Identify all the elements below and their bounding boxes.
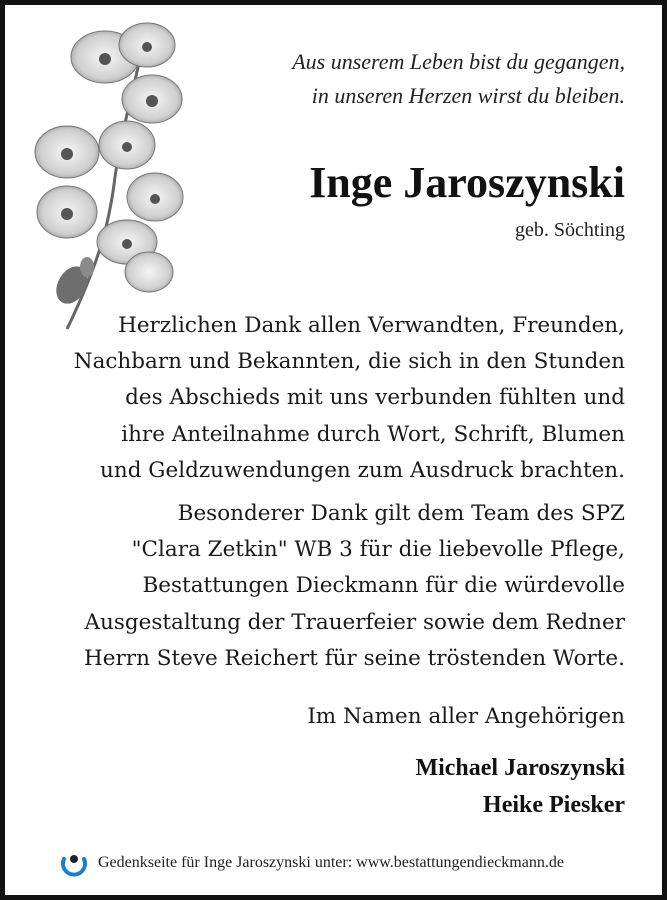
- motto-line: Aus unserem Leben bist du gegangen,: [292, 49, 625, 74]
- paragraph-line: Besonderer Dank gilt dem Team des SPZ: [177, 501, 625, 526]
- memorial-page-footer: [59, 848, 649, 878]
- paragraph-line: Herrn Steve Reichert für seine tröstenden Worte.: [84, 645, 625, 671]
- paragraph-line: "Clara Zetkin" WB 3 für die liebevolle Pflege,: [131, 537, 625, 563]
- funeral-home-logo-icon: [59, 848, 89, 878]
- motto-line: in unseren Herzen wirst du bleiben.: [311, 83, 625, 108]
- signer-name: Heike Piesker: [483, 792, 625, 818]
- paragraph-line: des Abschieds mit uns verbunden fühlten und: [125, 385, 625, 411]
- paragraph-line: Nachbarn und Bekannten, die sich in den Stunden: [73, 349, 625, 375]
- paragraph-line: und Geldzuwendungen zum Ausdruck brachten.: [100, 457, 625, 483]
- special-thanks-paragraph: [5, 496, 625, 677]
- thanks-paragraph: [5, 308, 625, 489]
- deceased-name: Inge Jaroszynski: [309, 158, 625, 207]
- paragraph-line: Bestattungen Dieckmann für die würdevolle: [142, 573, 625, 599]
- orchid-flower-icon: [27, 17, 187, 337]
- signers: [415, 750, 625, 824]
- paragraph-line: Ausgestaltung der Trauerfeier sowie dem Redner: [84, 609, 625, 635]
- signer-name: Michael Jaroszynski: [415, 755, 625, 781]
- deceased-birth-name: geb. Söchting: [515, 219, 625, 241]
- memorial-page-link[interactable]: Gedenkseite für Inge Jaroszynski unter: www.bestattungendieckmann.de: [98, 854, 564, 871]
- memorial-motto: [185, 45, 625, 113]
- paragraph-line: ihre Anteilnahme durch Wort, Schrift, Blumen: [121, 421, 625, 447]
- paragraph-line: Herzlichen Dank allen Verwandten, Freunden,: [118, 313, 625, 338]
- signoff-line: Im Namen aller Angehörigen: [307, 704, 625, 729]
